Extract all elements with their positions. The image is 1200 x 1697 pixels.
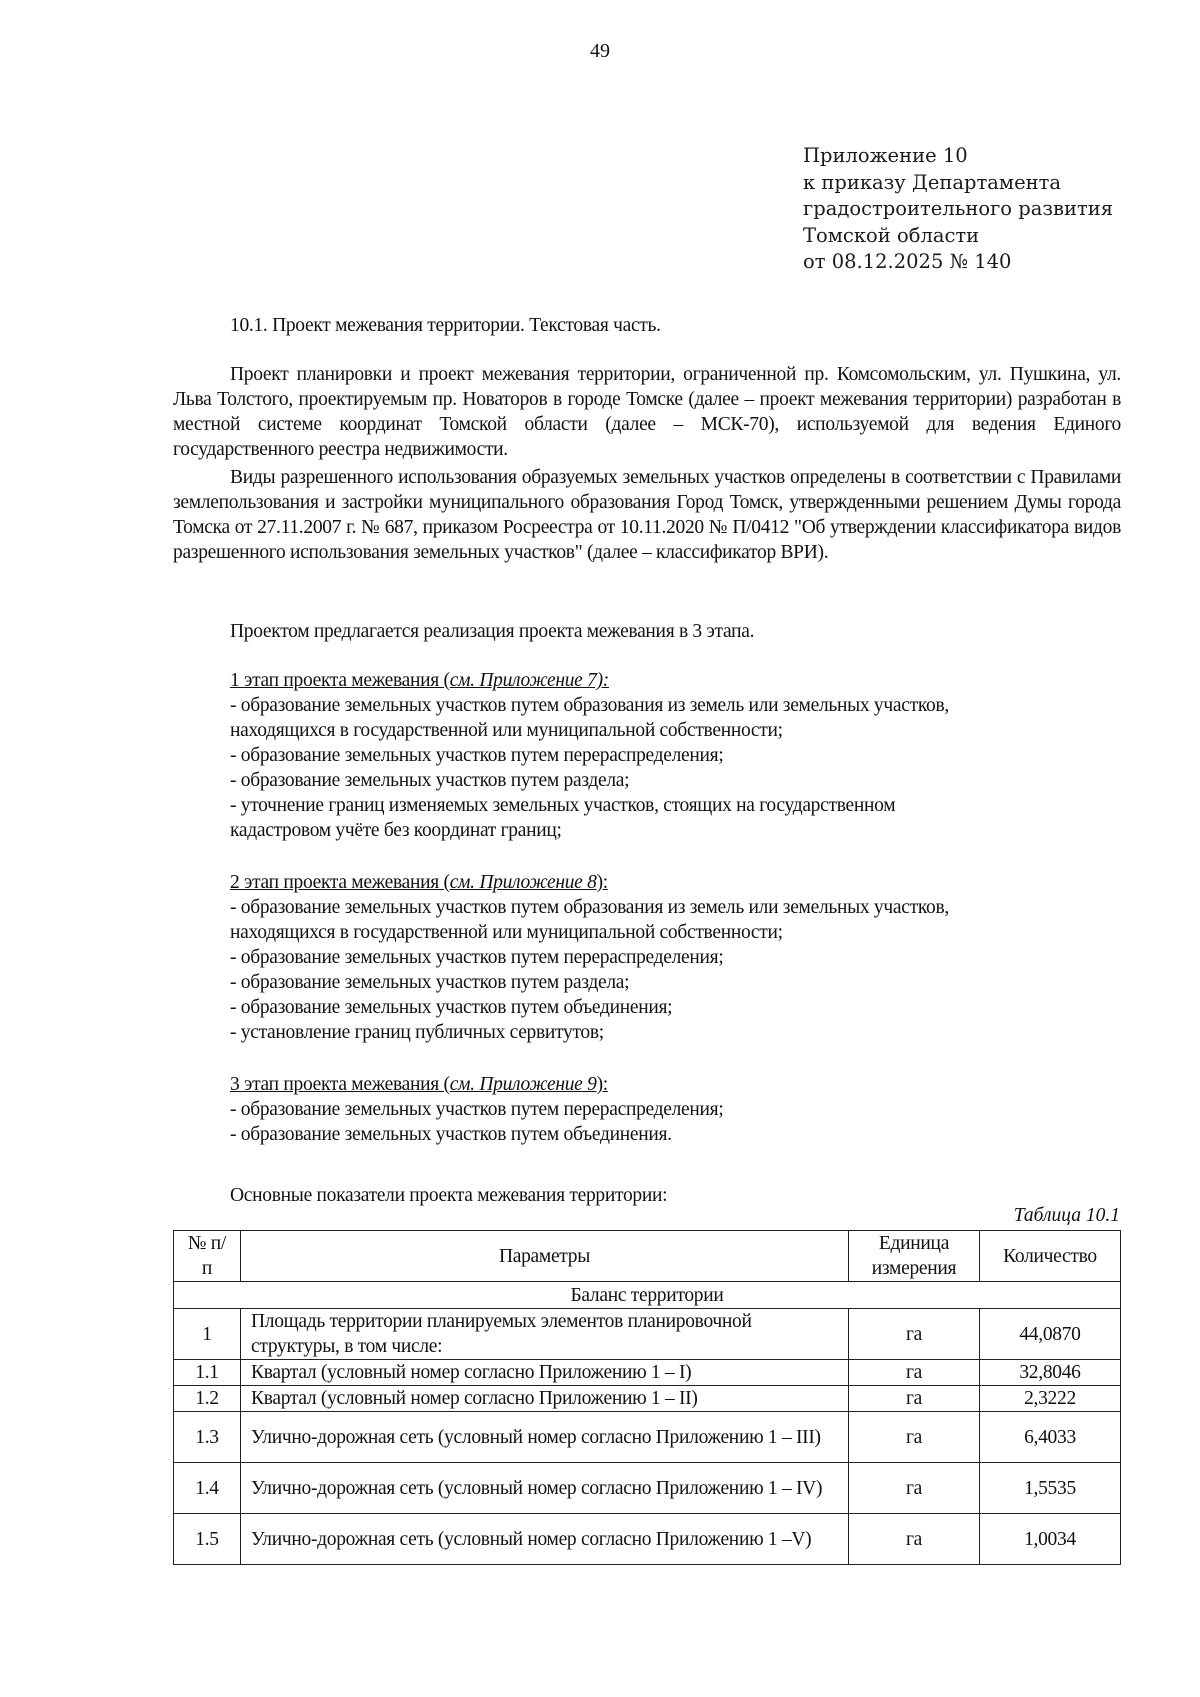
table-caption: Таблица 10.1 bbox=[1013, 1205, 1120, 1226]
row-unit: га bbox=[849, 1463, 980, 1514]
row-param: Улично-дорожная сеть (условный номер согласно Приложению 1 – IV) bbox=[241, 1463, 849, 1514]
stage-heading bbox=[230, 668, 1130, 693]
row-unit: га bbox=[849, 1412, 980, 1463]
row-qty: 32,8046 bbox=[980, 1360, 1121, 1386]
row-unit: га bbox=[849, 1309, 980, 1360]
stage-item: - образование земельных участков путем раздела; bbox=[230, 972, 630, 993]
stage-item: - установление границ публичных сервитутов; bbox=[230, 1022, 604, 1043]
stage-item: - образование земельных участков путем перераспределения; bbox=[230, 1099, 724, 1120]
header-unit: Единица измерения bbox=[849, 1231, 980, 1282]
stage-item: кадастровом учёте без координат границ; bbox=[230, 820, 562, 841]
stages-intro: Проектом предлагается реализация проекта межевания в 3 этапа. bbox=[230, 621, 755, 642]
table-section-row bbox=[174, 1282, 1121, 1309]
row-qty: 1,5535 bbox=[980, 1463, 1121, 1514]
table-row bbox=[174, 1514, 1121, 1565]
row-num: 1.4 bbox=[174, 1463, 241, 1514]
stage-reference: см. Приложение 7): bbox=[449, 670, 609, 691]
row-param: Квартал (условный номер согласно Приложению 1 – I) bbox=[241, 1360, 849, 1386]
section-title: 10.1. Проект межевания территории. Текстовая часть. bbox=[230, 315, 661, 336]
row-qty: 44,0870 bbox=[980, 1309, 1121, 1360]
row-param: Квартал (условный номер согласно Приложению 1 – II) bbox=[241, 1386, 849, 1412]
stage-heading-text: 2 этап проекта межевания ( bbox=[230, 872, 450, 893]
row-qty: 2,3222 bbox=[980, 1386, 1121, 1412]
stage-item: - образование земельных участков путем объединения; bbox=[230, 997, 673, 1018]
appendix-line: к приказу Департамента bbox=[803, 170, 1062, 194]
stage-heading bbox=[230, 870, 1130, 895]
stage-item: - образование земельных участков путем перераспределения; bbox=[230, 947, 724, 968]
appendix-line: градостроительного развития bbox=[803, 197, 1114, 220]
row-unit: га bbox=[849, 1514, 980, 1565]
row-param: Улично-дорожная сеть (условный номер согласно Приложению 1 – III) bbox=[241, 1412, 849, 1463]
page-number: 49 bbox=[590, 40, 610, 62]
table-row bbox=[174, 1309, 1121, 1360]
row-unit: га bbox=[849, 1360, 980, 1386]
stage-heading-text: 3 этап проекта межевания ( bbox=[230, 1074, 450, 1095]
stage-item: - уточнение границ изменяемых земельных участков, стоящих на государственном bbox=[230, 795, 896, 816]
row-param: Площадь территории планируемых элементов планировочной структуры, в том числе: bbox=[241, 1309, 849, 1360]
stage-reference: см. Приложение 9 bbox=[449, 1074, 597, 1095]
stage-item: - образование земельных участков путем объединения. bbox=[230, 1124, 672, 1145]
row-num: 1 bbox=[174, 1309, 241, 1360]
table-row bbox=[174, 1386, 1121, 1412]
row-unit: га bbox=[849, 1386, 980, 1412]
row-qty: 1,0034 bbox=[980, 1514, 1121, 1565]
stage-item: - образование земельных участков путем перераспределения; bbox=[230, 745, 724, 766]
row-num: 1.3 bbox=[174, 1412, 241, 1463]
appendix-header bbox=[803, 143, 1113, 276]
stage-1 bbox=[230, 668, 1130, 843]
stage-item: - образование земельных участков путем образования из земель или земельных участков, bbox=[230, 695, 949, 716]
stage-2 bbox=[230, 870, 1130, 1045]
row-num: 1.5 bbox=[174, 1514, 241, 1565]
stage-item: находящихся в государственной или муниципальной собственности; bbox=[230, 922, 783, 943]
stage-heading bbox=[230, 1072, 1130, 1097]
stage-heading-tail: ): bbox=[596, 1074, 608, 1095]
stage-item: находящихся в государственной или муниципальной собственности; bbox=[230, 720, 783, 741]
appendix-line: Томской области bbox=[803, 223, 980, 247]
table-intro: Основные показатели проекта межевания территории: bbox=[230, 1185, 668, 1206]
stage-reference: см. Приложение 8 bbox=[449, 872, 597, 893]
table-row bbox=[174, 1412, 1121, 1463]
stage-heading-tail: ): bbox=[596, 872, 608, 893]
stage-3 bbox=[230, 1072, 1130, 1147]
appendix-line: Приложение 10 bbox=[803, 144, 968, 167]
stage-item: - образование земельных участков путем образования из земель или земельных участков, bbox=[230, 897, 949, 918]
table-row bbox=[174, 1463, 1121, 1514]
appendix-line: от 08.12.2025 № 140 bbox=[803, 250, 1012, 273]
paragraph: Проект планировки и проект межевания территории, ограниченной пр. Комсомольским, ул. Пушкина, ул. Льва Толстого, проектируемым пр. Новаторов в городе Томске (далее – проект межевания территории) разработан в местной системе координат Томской области (далее – МСК-70), используемой для ведения Единого государственного реестра недвижимости. bbox=[173, 364, 1121, 460]
row-qty: 6,4033 bbox=[980, 1412, 1121, 1463]
row-param: Улично-дорожная сеть (условный номер согласно Приложению 1 –V) bbox=[241, 1514, 849, 1565]
header-param: Параметры bbox=[241, 1231, 849, 1282]
table-row bbox=[174, 1360, 1121, 1386]
header-qty: Количество bbox=[980, 1231, 1121, 1282]
row-num: 1.1 bbox=[174, 1360, 241, 1386]
paragraph: Виды разрешенного использования образуемых земельных участков определены в соответствии с Правилами землепользования и застройки муниципального образования Город Томск, утвержденными решением Думы города Томска от 27.11.2007 г. № 687, приказом Росреестра от 10.11.2020 № П/0412 "Об утверждении классификатора видов разрешенного использования земельных участков" (далее – классификатор ВРИ). bbox=[173, 467, 1121, 563]
stage-item: - образование земельных участков путем раздела; bbox=[230, 770, 630, 791]
header-num: № п/п bbox=[174, 1231, 241, 1282]
row-num: 1.2 bbox=[174, 1386, 241, 1412]
stage-heading-text: 1 этап проекта межевания ( bbox=[230, 670, 450, 691]
section-label: Баланс территории bbox=[174, 1282, 1121, 1309]
table-header-row bbox=[174, 1231, 1121, 1282]
indicators-table bbox=[173, 1230, 1121, 1565]
